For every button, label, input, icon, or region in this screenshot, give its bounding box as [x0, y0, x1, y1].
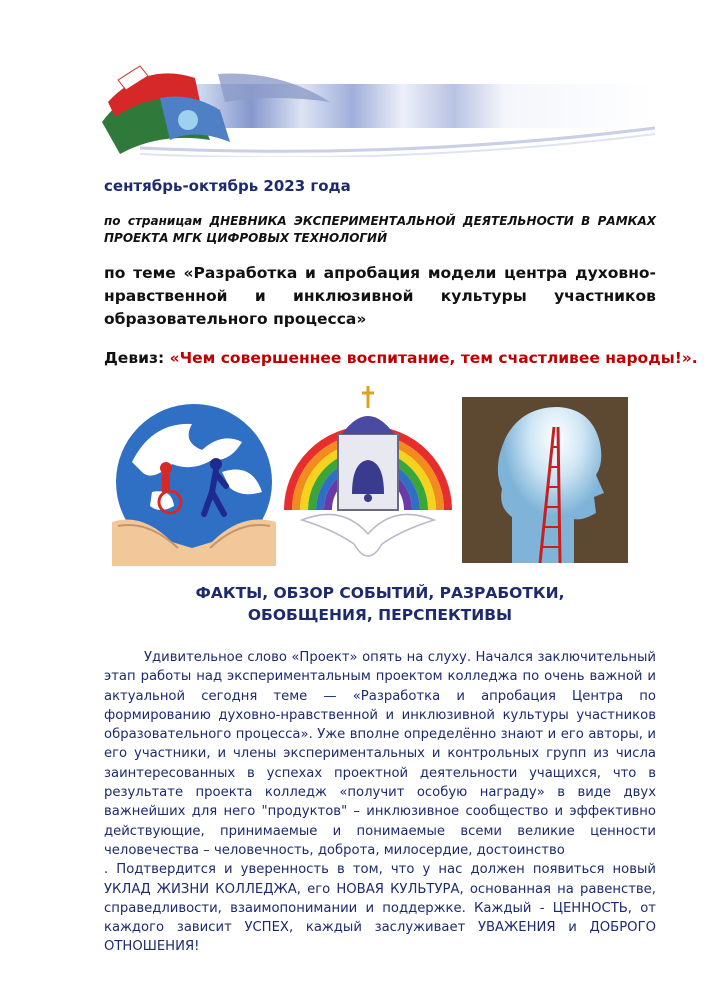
article-paragraph: . Подтвердится и уверенность в том, что у нас должен появиться новый УКЛАД ЖИЗНИ КОЛЛЕДЖА, его НОВАЯ КУЛЬТУРА, основанная на равенстве, справедливости, взаимопонимании и поддержке. Каждый - ЦЕННОСТЬ, от каждого зависит УСПЕХ, каждый заслуживает УВАЖЕНИЯ и ДОБРОГО ОТНОШЕНИЯ!: [104, 862, 656, 955]
motto: [104, 349, 698, 367]
topic-title: [104, 262, 656, 331]
diary-subtitle: по страницам ДНЕВНИКА ЭКСПЕРИМЕНТАЛЬНОЙ ДЕЯТЕЛЬНОСТИ В РАМКАХ ПРОЕКТА МГК ЦИФРОВЫХ ТЕХНОЛОГИЙ: [104, 214, 656, 245]
flag-ribbon-banner: [100, 62, 656, 157]
date-heading: сентябрь-октябрь 2023 года: [104, 177, 351, 195]
motto-label: Девиз:: [104, 349, 165, 367]
motto-text: «Чем совершеннее воспитание, тем счастливее народы!».: [169, 349, 698, 367]
article-body: [104, 648, 656, 957]
globe-inclusion-image: [112, 402, 276, 566]
facts-heading: ФАКТЫ, ОБЗОР СОБЫТИЙ, РАЗРАБОТКИ, ОБОБЩЕНИЯ, ПЕРСПЕКТИВЫ: [195, 584, 565, 624]
head-ladder-image: [462, 397, 628, 563]
topic-title-line: образовательного процесса»: [104, 310, 367, 328]
article-paragraph: Удивительное слово «Проект» опять на слуху. Начался заключительный этап работы над экспериментальным проектом колледжа по очень важной и актуальной сегодня теме — «Разработка и апробация Центра по формированию духовно-нравственной и инклюзивной культуры участников образовательного процесса». Уже вполне определённо знают и его авторы, и его участники, и члены экспериментальных и контрольных групп из числа заинтересованных в успехах проектной деятельности учащихся, что в результате проекта колледж «получит особую награду» в виде двух важнейших для него "продуктов" – инклюзивное сообщество и эффективно действующие, принимаемые и понимаемые всеми великие ценности человечества – человечность, доброта, милосердие, достоинство: [104, 650, 656, 858]
church-rainbow-image: [282, 384, 454, 568]
topic-title-line: по теме «Разработка и апробация модели центра духовно-нравственной и инклюзивной культуры участников: [104, 264, 656, 305]
